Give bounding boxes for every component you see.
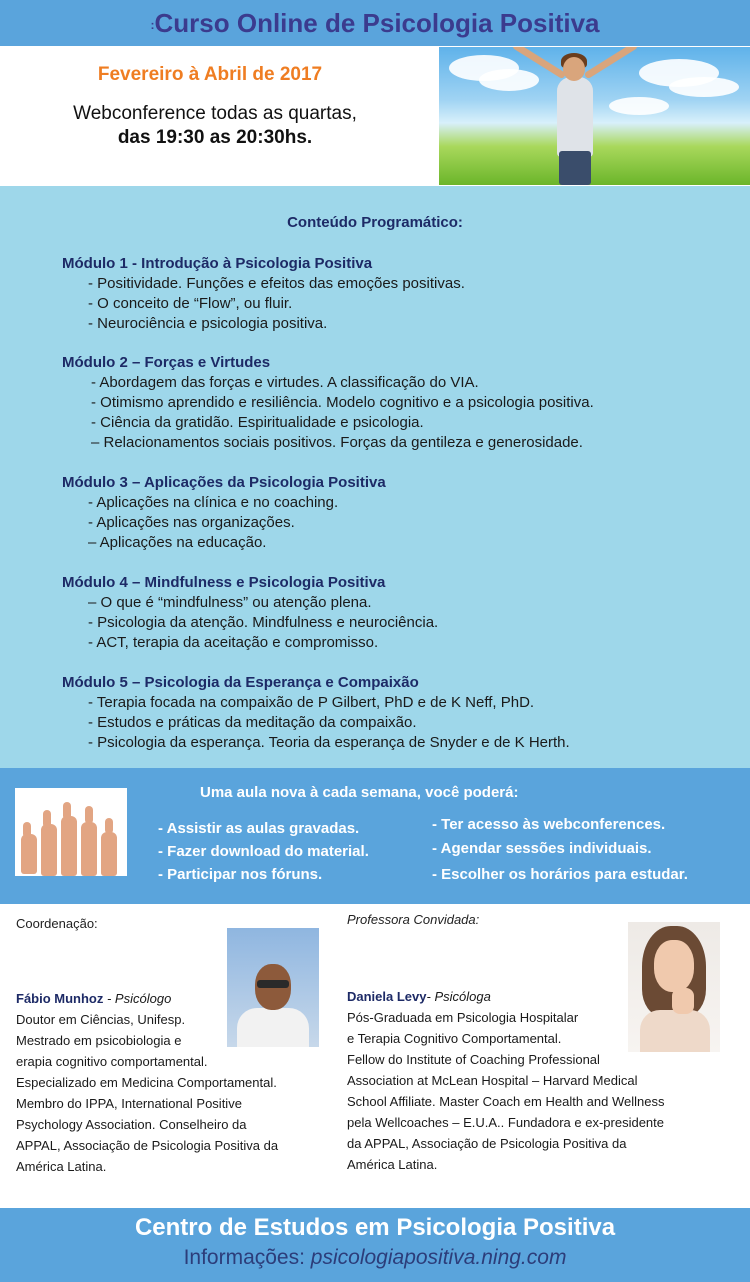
benefit-item: - Escolher os horários para estudar. xyxy=(432,866,688,883)
guest-name: Daniela Levy xyxy=(347,989,427,1004)
bio-line: Association at McLean Hospital – Harvard Medical xyxy=(347,1073,638,1088)
module-item: - Neurociência e psicologia positiva. xyxy=(88,315,328,332)
module-item: - Aplicações na clínica e no coaching. xyxy=(88,494,339,511)
bio-line: School Affiliate. Master Coach em Health and Wellness xyxy=(347,1094,665,1109)
footer-org: Centro de Estudos em Psicologia Positiva xyxy=(134,1214,616,1241)
module-1 xyxy=(62,254,465,334)
bio-line: e Terapia Cognitivo Comportamental. xyxy=(347,1031,562,1046)
bio-line: Mestrado em psicobiologia e xyxy=(16,1033,182,1048)
coordinator-bio xyxy=(16,988,346,1177)
module-item: - Aplicações nas organizações. xyxy=(88,514,295,531)
module-item: - Terapia focada na compaixão de P Gilbert, PhD e de K Neff, PhD. xyxy=(88,694,535,711)
info-url[interactable]: psicologiapositiva.ning.com xyxy=(310,1246,567,1269)
module-2 xyxy=(62,353,594,453)
thumbs-up-photo xyxy=(15,788,127,876)
coordinator-label: Coordenação: xyxy=(16,916,98,931)
benefits-title: Uma aula nova à cada semana, você poderá: xyxy=(200,784,519,801)
module-item: - O conceito de “Flow”, ou fluir. xyxy=(88,295,293,312)
module-title: Módulo 3 – Aplicações da Psicologia Positiva xyxy=(62,474,386,491)
bio-line: América Latina. xyxy=(347,1157,438,1172)
benefit-item: - Agendar sessões individuais. xyxy=(432,840,652,857)
schedule-line-2: das 19:30 as 20:30hs. xyxy=(117,127,313,148)
bio-line: Doutor em Ciências, Unifesp. xyxy=(16,1012,186,1027)
title-colon: : xyxy=(150,18,155,33)
module-title: Módulo 2 – Forças e Virtudes xyxy=(62,354,271,371)
info-label: Informações: xyxy=(183,1246,311,1269)
module-item: – O que é “mindfulness” ou atenção plena. xyxy=(88,594,372,611)
schedule-line-1: Webconference todas as quartas, xyxy=(73,103,357,124)
module-item: - Psicologia da atenção. Mindfulness e neurociência. xyxy=(88,614,439,631)
module-title: Módulo 1 - Introdução à Psicologia Positiva xyxy=(62,255,373,272)
guest-bio xyxy=(347,986,747,1175)
page-title xyxy=(0,8,750,39)
module-title: Módulo 5 – Psicologia da Esperança e Compaixão xyxy=(62,674,419,691)
content-title: Conteúdo Programático: xyxy=(287,214,463,231)
course-dates: Fevereiro à Abril de 2017 xyxy=(97,64,323,85)
module-item: - Positividade. Funções e efeitos das emoções positivas. xyxy=(88,275,465,292)
coordinator-name: Fábio Munhoz xyxy=(16,991,104,1006)
footer-info xyxy=(0,1246,750,1270)
bio-line: da APPAL, Associação de Psicologia Positiva da xyxy=(347,1136,627,1151)
bio-line: América Latina. xyxy=(16,1159,107,1174)
module-item: - Psicologia da esperança. Teoria da esperança de Snyder e de K Herth. xyxy=(88,734,570,751)
happy-woman-photo xyxy=(439,47,750,185)
guest-role: - Psicóloga xyxy=(426,989,491,1004)
module-item: - Otimismo aprendido e resiliência. Modelo cognitivo e a psicologia positiva. xyxy=(91,394,594,411)
bio-line: Especializado em Medicina Comportamental. xyxy=(16,1075,277,1090)
bio-line: erapia cognitivo comportamental. xyxy=(16,1054,208,1069)
bio-line: pela Wellcoaches – E.U.A.. Fundadora e ex-presidente xyxy=(347,1115,664,1130)
coordinator-role: - Psicólogo xyxy=(103,991,172,1006)
benefit-item: - Assistir as aulas gravadas. xyxy=(158,820,360,837)
benefit-item: - Fazer download do material. xyxy=(158,843,369,860)
module-item: - ACT, terapia da aceitação e compromisso. xyxy=(88,634,379,651)
module-title: Módulo 4 – Mindfulness e Psicologia Positiva xyxy=(62,574,386,591)
benefit-item: - Participar nos fóruns. xyxy=(158,866,323,883)
benefit-item: - Ter acesso às webconferences. xyxy=(432,816,666,833)
module-item: – Aplicações na educação. xyxy=(88,534,267,551)
module-item: - Abordagem das forças e virtudes. A classificação do VIA. xyxy=(91,374,479,391)
module-4 xyxy=(62,573,438,653)
module-5 xyxy=(62,673,570,753)
guest-label: Professora Convidada: xyxy=(347,912,480,927)
bio-line: APPAL, Associação de Psicologia Positiva da xyxy=(16,1138,279,1153)
module-item: – Relacionamentos sociais positivos. Forças da gentileza e generosidade. xyxy=(91,434,583,451)
bio-line: Fellow do Institute of Coaching Professional xyxy=(347,1052,600,1067)
module-item: - Estudos e práticas da meditação da compaixão. xyxy=(88,714,417,731)
bio-line: Psychology Association. Conselheiro da xyxy=(16,1117,247,1132)
module-3 xyxy=(62,473,386,553)
title-text: Curso Online de Psicologia Positiva xyxy=(154,8,600,38)
bio-line: Membro do IPPA, International Positive xyxy=(16,1096,242,1111)
bio-line: Pós-Graduada em Psicologia Hospitalar xyxy=(347,1010,579,1025)
module-item: - Ciência da gratidão. Espiritualidade e psicologia. xyxy=(91,414,424,431)
